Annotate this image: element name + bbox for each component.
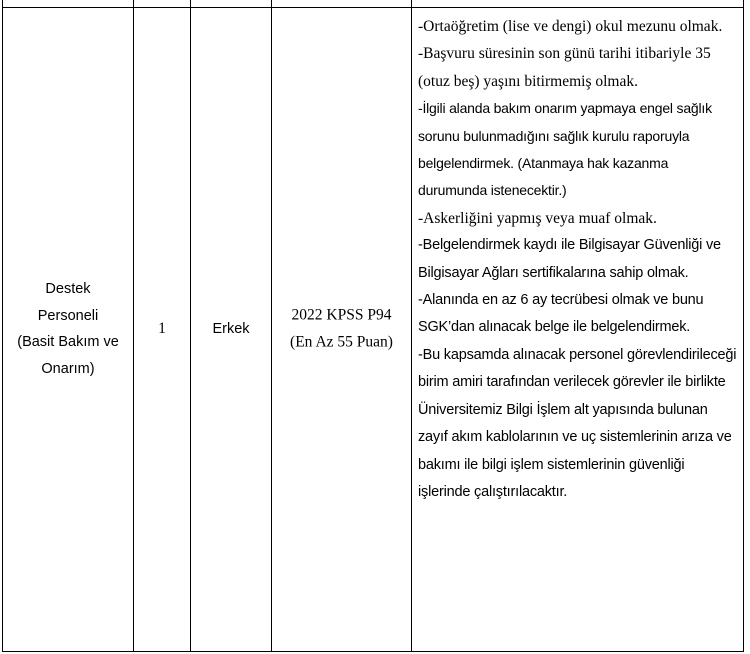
exam-text (272, 303, 411, 356)
count-cell (133, 7, 190, 652)
position-line: (Basit Bakım ve (17, 334, 119, 350)
requirement-item: -Başvuru süresinin son günü tarihi itibariyle 35 (otuz beş) yaşını bitirmemiş olmak. (418, 45, 711, 90)
requirement-item: -Bu kapsamda alınacak personel görevlendirileceği birim amiri tarafından verilecek görevler ile birlikte Üniversitemiz Bilgi İşlem alt yapısında bulunan zayıf akım kablolarının ve uç sistemlerinin arıza ve bakımı ile bilgi işlem sistemlerinin güvenliği işlerinde çalıştırılacaktır. (418, 346, 737, 500)
requirement-item: -Belgelendirmek kaydı ile Bilgisayar Güvenliği ve Bilgisayar Ağları sertifikalarına sahip olmak. (418, 237, 721, 281)
position-line: Onarım) (41, 360, 95, 377)
requirements-table (2, 0, 744, 652)
table-border-stub (743, 0, 744, 7)
table-border-stub (411, 0, 412, 7)
requirements-cell (411, 7, 744, 652)
table-border-stub (271, 0, 272, 7)
exam-line: 2022 KPSS P94 (291, 306, 392, 324)
requirement-item: -Alanında en az 6 ay tecrübesi olmak ve bunu SGK’dan alınacak belge ile belgelendirmek. (418, 292, 704, 336)
position-cell (2, 7, 133, 652)
exam-cell (271, 7, 411, 652)
gender-text: Erkek (212, 320, 250, 337)
requirement-item: -Ortaöğretim (lise ve dengi) okul mezunu olmak. (418, 18, 723, 35)
gender-cell (190, 7, 271, 652)
count-text: 1 (158, 319, 166, 337)
requirement-item: -İlgili alanda bakım onarım yapmaya engel sağlık sorunu bulunmadığını sağlık kurulu raporuyla belgelendirmek. (Atanmaya hak kazanma durumunda istenecektir.) (418, 100, 712, 199)
requirements-list (418, 13, 741, 506)
exam-line: (En Az 55 Puan) (290, 333, 393, 350)
requirement-item: -Askerliğini yapmış veya muaf olmak. (418, 209, 657, 227)
table-border-stub (190, 0, 191, 7)
table-border-stub (133, 0, 134, 7)
table-border-stub (2, 0, 3, 7)
position-text (3, 276, 133, 382)
position-line: Personeli (37, 307, 99, 324)
position-line: Destek (45, 281, 91, 297)
